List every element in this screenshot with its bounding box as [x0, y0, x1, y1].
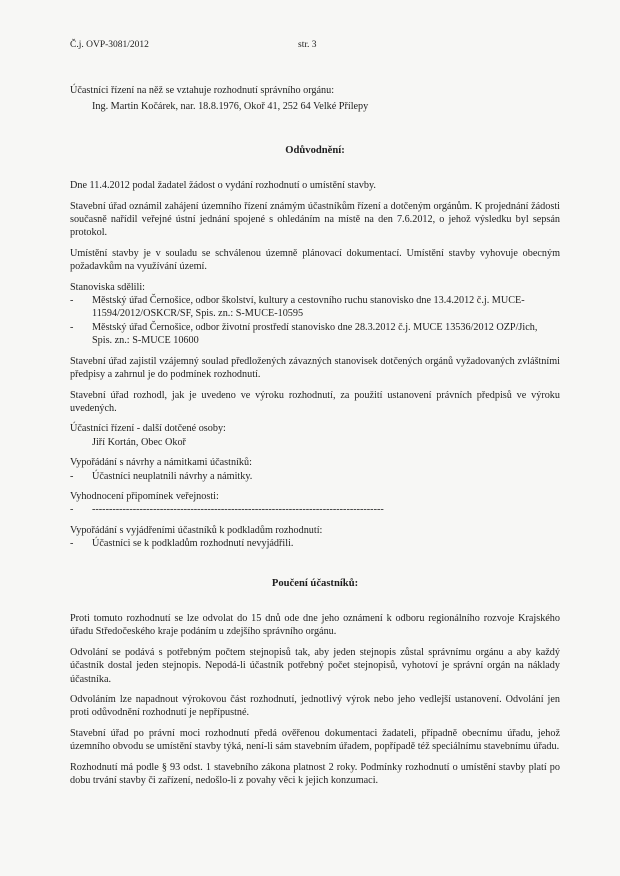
public-item	[70, 503, 560, 516]
opinion-item-2	[70, 321, 560, 348]
reference-number: Č.j. OVP-3081/2012	[70, 40, 149, 50]
opinion-text-2: Městský úřad Černošice, odbor životní prostředí stanovisko dne 28.3.2012 č.j. MUCE 13536/2012 OZP/Jich, Spis. zn.: S-MUCE 10600	[92, 321, 538, 347]
opinions-label: Stanoviska sdělili:	[70, 281, 145, 293]
instruction-1: Proti tomuto rozhodnutí se lze odvolat do 15 dnů ode dne jeho oznámení k odboru regionálního rozvoje Krajského úřadu Středočeského kraje podáním u zdejšího správního orgánu.	[70, 612, 560, 638]
paragraph-2: Stavební úřad oznámil zahájení územního řízení známým účastníkům řízení a dotčeným orgánům. K projednání žádosti současně nařídil veřejné ústní jednání spojené s ohledáním na místě na den 7.6.2012, o jehož výsledku byl sepsán protokol.	[70, 200, 560, 239]
participant-main: Ing. Martin Kočárek, nar. 18.8.1976, Okoř 41, 252 64 Velké Přílepy	[92, 101, 369, 113]
statements-text: Účastníci se k podkladům rozhodnutí nevyjádřili.	[92, 538, 294, 550]
page-number: str. 3	[298, 40, 317, 50]
instruction-2: Odvolání se podává s potřebným počtem stejnopisů tak, aby jeden stejnopis zůstal správnímu orgánu a aby každý účastník dostal jeden stejnopis. Nepodá-li účastník potřebný počet stejnopisů, vyhotoví je správní orgán na náklady účastníka.	[70, 646, 560, 685]
list-dash: -	[70, 504, 74, 516]
instruction-5: Rozhodnutí má podle § 93 odst. 1 stavebního zákona platnost 2 roky. Podmínky rozhodnutí o umístění stavby platí po dobu trvání stavby či zařízení, nedošlo-li z povahy věci k jejich konzumaci.	[70, 761, 560, 787]
paragraph-5: Stavební úřad rozhodl, jak je uvedeno ve výroku rozhodnutí, za použití ustanovení právních předpisů ve výroku uvedených.	[70, 389, 560, 414]
statements-item	[70, 537, 560, 550]
public-label: Vyhodnocení připomínek veřejnosti:	[70, 490, 219, 502]
instruction-3: Odvoláním lze napadnout výrokovou část rozhodnutí, jednotlivý výrok nebo jeho vedlejší ustanovení. Odvolání jen proti odůvodnění rozhodnutí je nepřípustné.	[70, 694, 560, 719]
list-dash: -	[70, 321, 74, 333]
proposals-label: Vypořádání s návrhy a námitkami účastníků:	[70, 457, 252, 469]
paragraph-4: Stavební úřad zajistil vzájemný soulad předložených závazných stanovisek dotčených orgánů vyžadovaných zvláštními předpisy a zahrnul je do podmínek rozhodnutí.	[70, 355, 560, 381]
list-dash: -	[70, 470, 74, 482]
list-dash: -	[70, 295, 74, 307]
public-text: --------------------------------------------------------------------------------------	[92, 504, 384, 516]
list-dash: -	[70, 538, 74, 550]
instruction-4: Stavební úřad po právní moci rozhodnutí předá ověřenou dokumentaci žadateli, případně obecnímu úřadu, jehož územního obvodu se umístění stavby týká, není-li sám stavebním úřadem, popřípadě též speciálnímu stavebnímu úřadu.	[70, 727, 560, 753]
other-participants-label: Účastníci řízení - další dotčené osoby:	[70, 423, 226, 435]
opinion-item-1	[70, 294, 560, 321]
document-body	[70, 84, 560, 787]
participants-intro: Účastníci řízení na něž se vztahuje rozhodnutí správního orgánu:	[70, 85, 335, 96]
proposals-item	[70, 470, 560, 483]
heading-instruction: Poučení účastníků:	[271, 577, 359, 589]
heading-reasons: Odůvodnění:	[285, 144, 345, 156]
paragraph-3: Umístění stavby je v souladu se schválenou územně plánovací dokumentací. Umístění stavby vyhovuje obecným požadavkům na využívání území.	[70, 247, 560, 273]
proposals-text: Účastníci neuplatnili návrhy a námitky.	[92, 470, 253, 482]
paragraph-1: Dne 11.4.2012 podal žadatel žádost o vydání rozhodnutí o umístění stavby.	[70, 180, 376, 192]
opinion-text-1: Městský úřad Černošice, odbor školství, kultury a cestovního ruchu stanovisko dne 13.4.2012 č.j. MUCE-11594/2012/OSKCR/SF, Spis. zn.: S-MUCE-10595	[92, 295, 525, 320]
other-participant: Jiří Kortán, Obec Okoř	[92, 436, 186, 448]
statements-label: Vypořádání s vyjádřeními účastníků k podkladům rozhodnutí:	[70, 524, 323, 536]
